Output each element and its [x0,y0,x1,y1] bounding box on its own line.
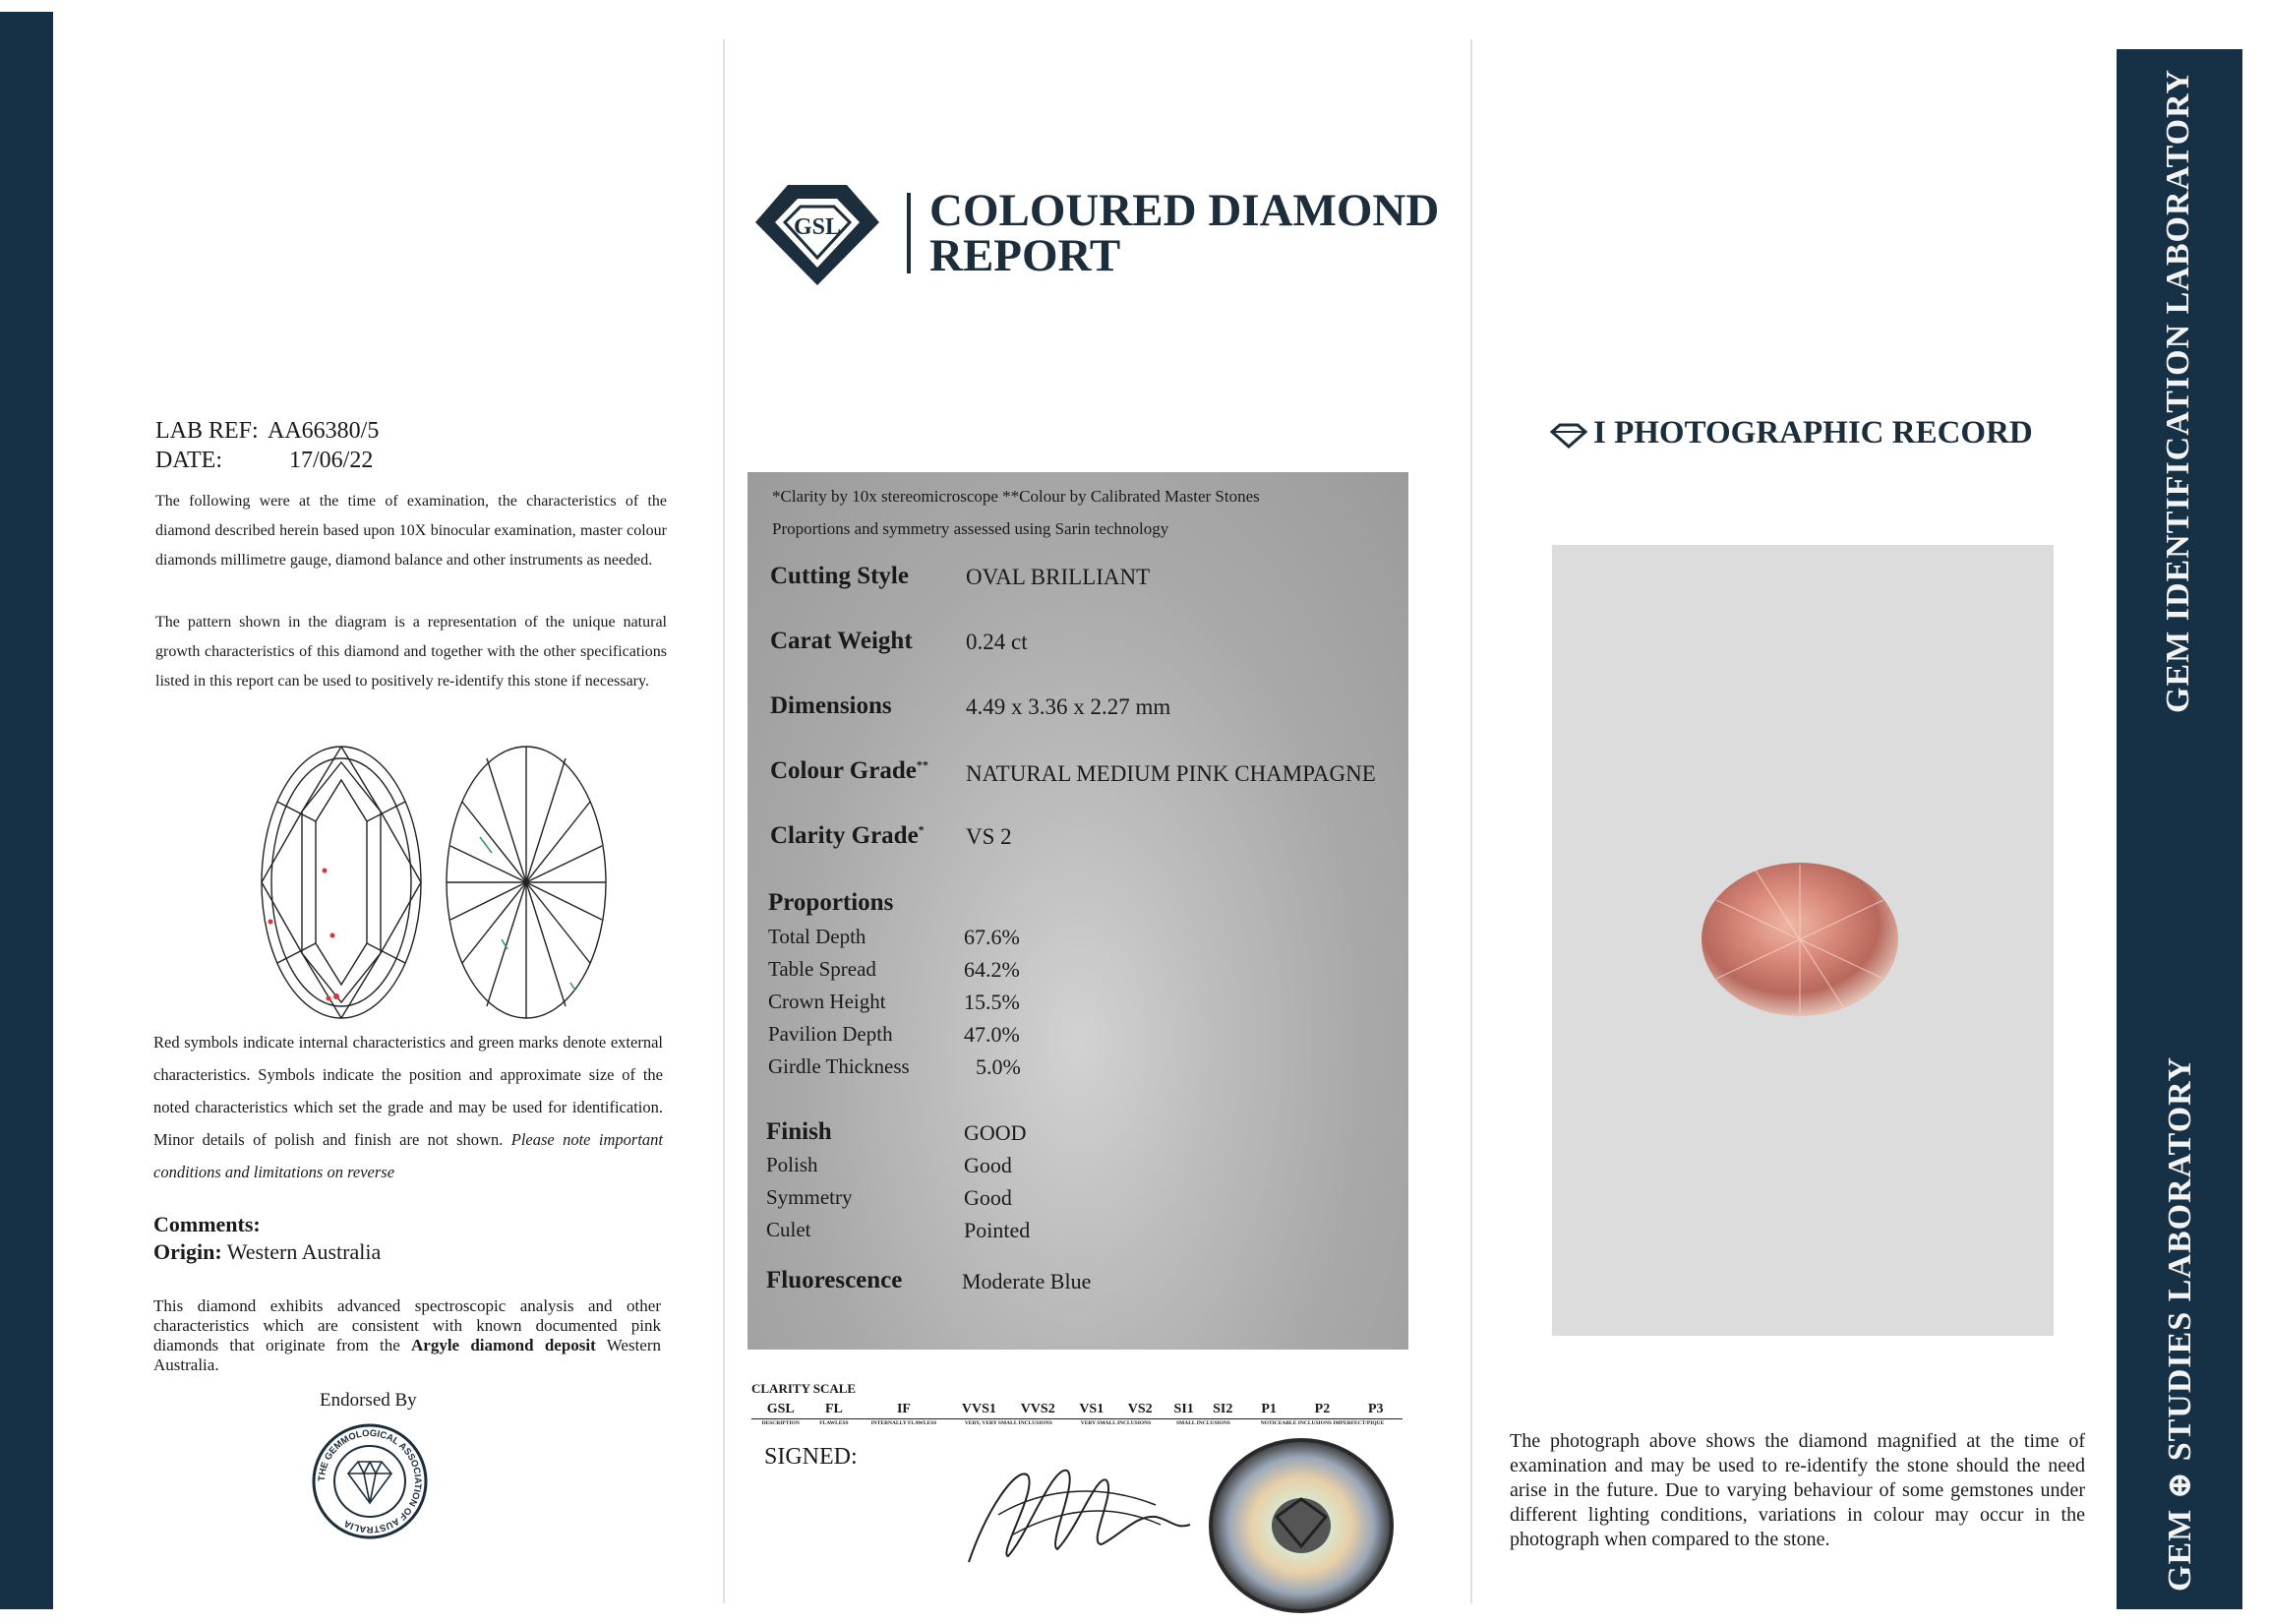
fluorescence-label: Fluorescence [766,1267,903,1293]
lab-ref-label: LAB REF: [155,418,259,444]
gaa-seal [311,1422,429,1540]
scale-desc-si: SMALL INCLUSIONS [1176,1420,1230,1426]
lab-ref-value: AA66380/5 [268,418,380,444]
culet-label: Culet [766,1218,811,1241]
gsl-logo [744,175,891,293]
hologram-seal [1208,1438,1395,1613]
proportions-label: Proportions [768,889,894,916]
prop-table-spread-value: 64.2% [964,957,1020,982]
clarity-scale-table [751,1401,1403,1427]
scale-p1: P1 [1261,1402,1277,1416]
colour-grade-value: NATURAL MEDIUM PINK CHAMPAGNE [966,761,1376,786]
intro-paragraph-1: The following were at the time of examination, the characteristics of the diamond described herein based upon 10X binocular examination, master colour diamonds millimetre gauge, diamond balance and other instruments as needed. [155,493,667,569]
clarity-grade-value: VS 2 [966,824,1012,849]
origin-value: Western Australia [226,1239,382,1264]
origin-line [153,1239,381,1265]
svg-text:THE GEMMOLOGICAL ASSOCIATION O [317,1428,423,1534]
cutting-style-label: Cutting Style [770,563,909,589]
prop-pavilion-depth-label: Pavilion Depth [768,1022,893,1046]
intro-paragraph-2: The pattern shown in the diagram is a representation of the unique natural growth characteristics of this diamond and together with the other specifications listed in this report can be used to positively re-identify this stone if necessary. [155,614,667,690]
scale-vvs2: VVS2 [1020,1402,1055,1416]
scale-desc-p: NOTICEABLE INCLUSIONS IMPERFECT/PIQUE [1260,1420,1385,1426]
report-title-line2: REPORT [929,230,1121,281]
scale-desc-vs: VERY SMALL INCLUSIONS [1080,1420,1152,1426]
spec-note-1: *Clarity by 10x stereomicroscope **Colour by Calibrated Master Stones [772,487,1260,506]
prop-total-depth-label: Total Depth [768,925,866,948]
prop-pavilion-depth-value: 47.0% [964,1022,1020,1047]
crown-plot-diagram [258,743,425,1023]
clarity-grade-label: Clarity Grade* [770,822,925,849]
scale-gsl: GSL [766,1402,795,1416]
date-value: 17/06/22 [289,448,374,473]
carat-weight-label: Carat Weight [770,628,913,654]
cutting-style-value: OVAL BRILLIANT [966,565,1151,589]
seal-text: THE GEMMOLOGICAL ASSOCIATION OF AUSTRALIA [316,1427,424,1535]
carat-weight-value: 0.24 ct [966,630,1028,654]
prop-crown-height-value: 15.5% [964,990,1020,1014]
signed-label: SIGNED: [764,1444,858,1470]
culet-value: Pointed [964,1218,1031,1242]
argyle-pre: This diamond exhibits advanced spectroscopic analysis and other characteristics which are consistent with known documented pink diamonds that originate from the [153,1296,661,1354]
left-edge-band [0,12,53,1609]
colour-grade-label: Colour Grade** [770,757,928,784]
diamond-stone-image [1697,861,1903,1028]
gem-identification-label: GEM IDENTIFICATION LABORATORY [2160,69,2196,713]
scale-p2: P2 [1314,1402,1331,1416]
gem-studies-label: GEM ⊕ STUDIES LABORATORY [2162,1055,2198,1592]
prop-total-depth-value: 67.6% [964,925,1020,949]
scale-fl: FL [824,1402,843,1416]
legend-note: Please note important conditions and limitations on reverse [153,1130,663,1181]
spec-note-2: Proportions and symmetry assessed using Sarin technology [772,519,1169,538]
scale-si1: SI1 [1173,1402,1194,1416]
scale-vs2: VS2 [1127,1402,1153,1416]
endorsed-by: Endorsed By [320,1390,417,1411]
finish-label: Finish [766,1118,832,1145]
scale-vvs1: VVS1 [961,1402,996,1416]
pavilion-plot-diagram [443,743,610,1023]
gsl-logo-text: GSL [793,214,842,240]
prop-girdle-thickness-value: 5.0% [976,1054,1021,1079]
colour-grade-mark: ** [916,757,928,772]
scale-desc-vvs: VERY, VERY SMALL INCLUSIONS [964,1420,1052,1426]
scale-desc-if: INTERNALLY FLAWLESS [870,1420,937,1426]
report-title-line1: COLOURED DIAMOND [929,185,1440,236]
date-label: DATE: [155,448,222,473]
fold-line-1 [723,39,725,1603]
prop-girdle-thickness-label: Girdle Thickness [768,1054,910,1078]
argyle-bold: Argyle diamond deposit [411,1336,596,1354]
fluorescence-value: Moderate Blue [962,1269,1092,1293]
spec-notes [772,480,1260,545]
prop-table-spread-label: Table Spread [768,957,876,981]
comments-label: Comments: [153,1212,261,1236]
scale-vs1: VS1 [1079,1402,1105,1416]
header-divider [907,193,911,273]
photo-diamond-icon [1550,423,1587,449]
argyle-statement [153,1296,661,1375]
argyle-post: Western Australia. [153,1336,661,1374]
scale-if: IF [896,1402,911,1416]
photographic-record-title: I PHOTOGRAPHIC RECORD [1593,415,2033,451]
prop-crown-height-label: Crown Height [768,990,886,1013]
symmetry-value: Good [964,1185,1012,1210]
fold-line-2 [1470,39,1472,1603]
dimensions-value: 4.49 x 3.36 x 2.27 mm [966,694,1171,719]
signature [959,1446,1195,1574]
legend-text [153,1026,663,1188]
clarity-grade-mark: * [918,822,925,837]
scale-desc-label: DESCRIPTION [761,1420,800,1426]
photo-caption: The photograph above shows the diamond magnified at the time of examination and may be used to re-identify the stone should the need arise in the future. Due to varying behaviour of some gemstones under different lighting conditions, variations in colour may occur in the photograph when compared to the stone. [1510,1430,2085,1550]
scale-desc-fl: FLAWLESS [819,1420,849,1426]
polish-value: Good [964,1153,1012,1177]
dimensions-label: Dimensions [770,692,892,719]
finish-value: GOOD [964,1120,1027,1145]
scale-p3: P3 [1368,1402,1384,1416]
origin-label: Origin: [153,1239,222,1264]
symmetry-label: Symmetry [766,1185,853,1209]
polish-label: Polish [766,1153,818,1176]
clarity-scale-title: CLARITY SCALE [751,1381,857,1396]
scale-si2: SI2 [1213,1402,1233,1416]
legend-main: Red symbols indicate internal characteristics and green marks denote external characteristics. Symbols indicate the position and approximate size of the noted characteristics which set the grade and may be used for identification. Minor details of polish and finish are not shown. [153,1033,663,1149]
